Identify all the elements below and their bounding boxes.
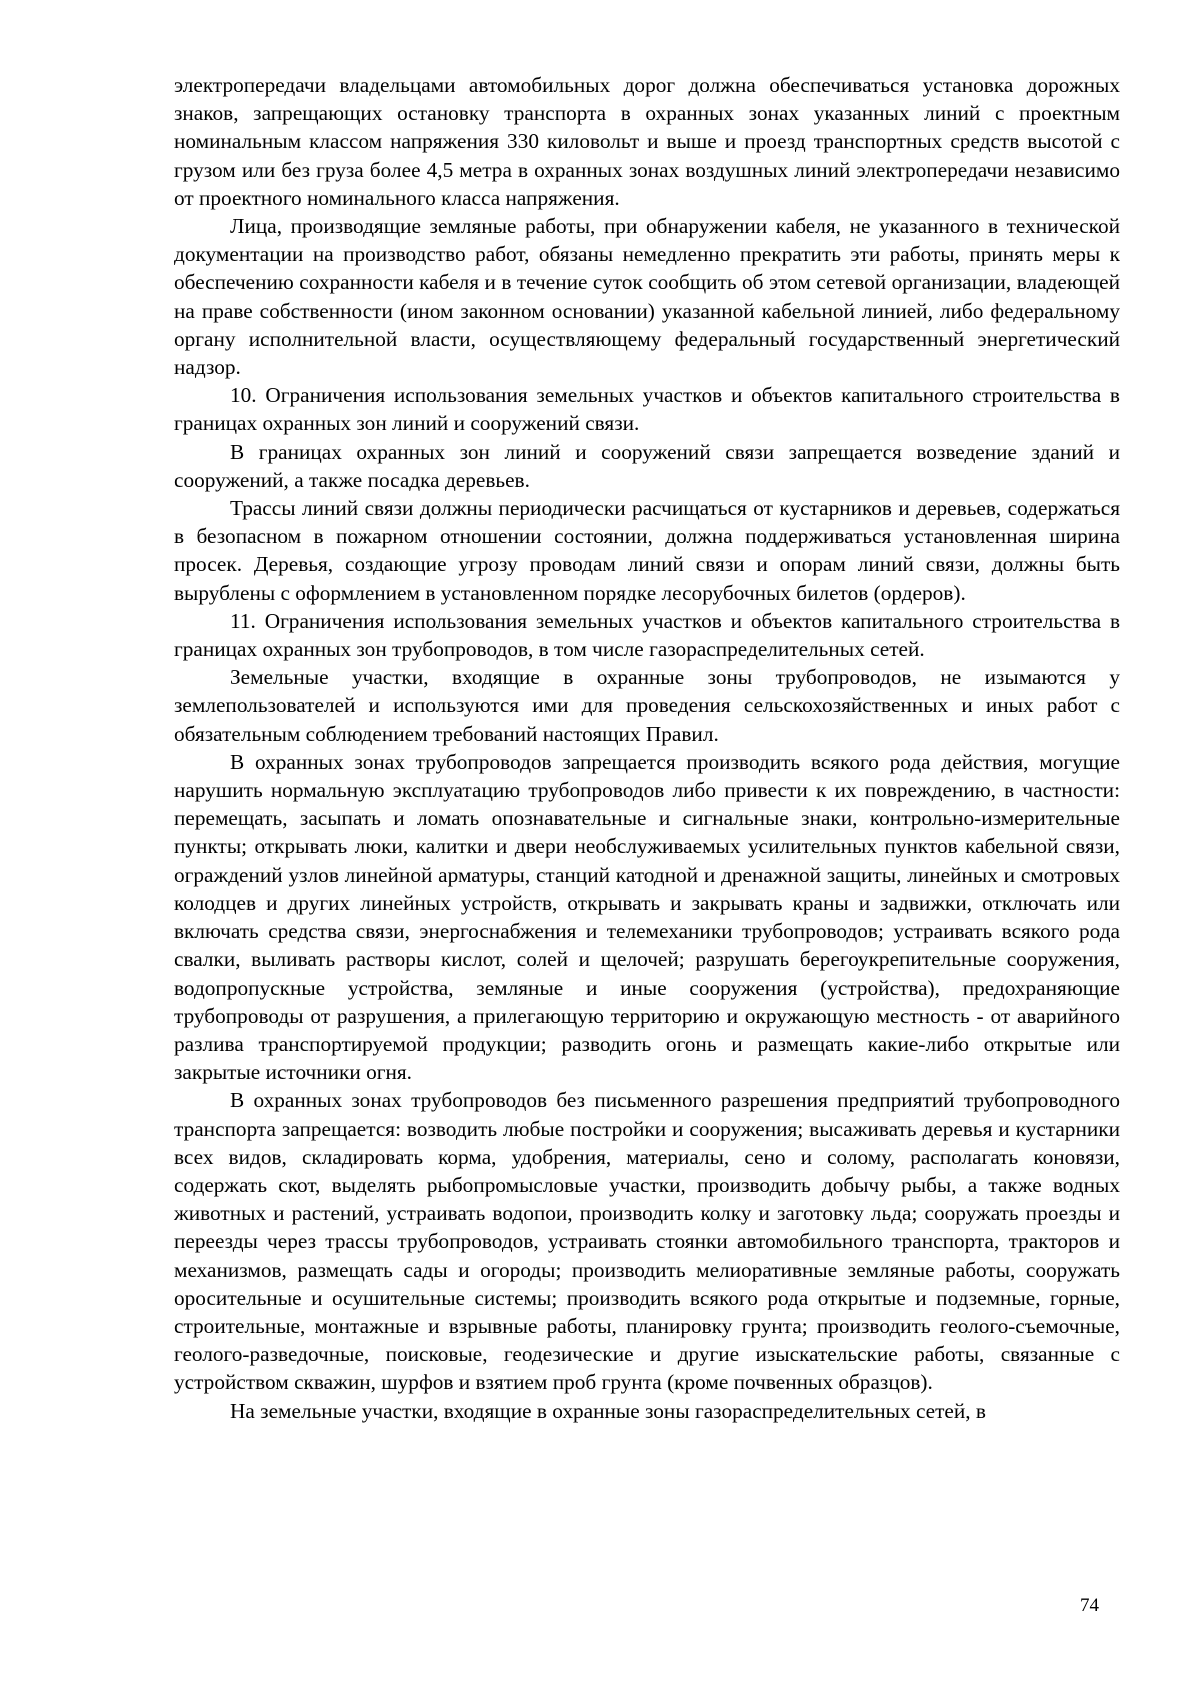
paragraph-continuation: электропередачи владельцами автомобильных дорог должна обеспечиваться установка дорожных знаков, запрещающих остановку транспорта в охранных зонах указанных линий с проектным номинальным классом напряжения 330 киловольт и выше и проезд транспортных средств высотой с грузом или без груза более 4,5 метра в охранных зонах воздушных линий электропередачи независимо от проектного номинального класса напряжения. bbox=[174, 73, 1120, 210]
document-page bbox=[174, 71, 1120, 1425]
paragraph-pipeline-prohibitions: В охранных зонах трубопроводов запрещается производить всякого рода действия, могущие нарушить нормальную эксплуатацию трубопроводов либо привести к их повреждению, в частности: перемещать, засыпать и ломать опознавательные и сигнальные знаки, контрольно-измерительные пункты; открывать люки, калитки и двери необслуживаемых усилительных пунктов кабельной связи, ограждений узлов линейной арматуры, станций катодной и дренажной защиты, линейных и смотровых колодцев и других линейных устройств, открывать и закрывать краны и задвижки, отключать или включать средства связи, энергоснабжения и телемеханики трубопроводов; устраивать всякого рода свалки, выливать растворы кислот, солей и щелочей; разрушать берегоукрепительные сооружения, водопропускные устройства, земляные и иные сооружения (устройства), предохраняющие трубопроводы от разрушения, а прилегающую территорию и окружающую местность - от аварийного разлива транспортируемой продукции; разводить огонь и размещать какие-либо открытые или закрытые источники огня. bbox=[174, 749, 1120, 1085]
page-number: 74 bbox=[1080, 1595, 1099, 1616]
paragraph-communication-zones: В границах охранных зон линий и сооружений связи запрещается возведение зданий и сооружений, а также посадка деревьев. bbox=[174, 439, 1120, 492]
paragraph-cable-discovery: Лица, производящие земляные работы, при обнаружении кабеля, не указанного в технической документации на производство работ, обязаны немедленно прекратить эти работы, принять меры к обеспечению сохранности кабеля и в течение суток сообщить об этом сетевой организации, владеющей на праве собственности (ином законном основании) указанной кабельной линией, либо федеральному органу исполнительной власти, осуществляющему федеральный государственный энергетический надзор. bbox=[174, 214, 1120, 380]
paragraph-pipeline-permission: В охранных зонах трубопроводов без письменного разрешения предприятий трубопроводного транспорта запрещается: возводить любые постройки и сооружения; высаживать деревья и кустарники всех видов, складировать корма, удобрения, материалы, сено и солому, располагать коновязи, содержать скот, выделять рыбопромысловые участки, производить добычу рыбы, а также водных животных и растений, устраивать водопои, производить колку и заготовку льда; сооружать проезды и переезды через трассы трубопроводов, устраивать стоянки автомобильного транспорта, тракторов и механизмов, размещать сады и огороды; производить мелиоративные земляные работы, сооружать оросительные и осушительные системы; производить всякого рода открытые и подземные, горные, строительные, монтажные и взрывные работы, планировку грунта; производить геолого-съемочные, геолого-разведочные, поисковые, геодезические и другие изыскательские работы, связанные с устройством скважин, шурфов и взятием проб грунта (кроме почвенных образцов). bbox=[174, 1088, 1120, 1395]
section-heading-11: 11. Ограничения использования земельных участков и объектов капитального строительства в границах охранных зон трубопроводов, в том числе газораспределительных сетей. bbox=[174, 608, 1120, 662]
paragraph-pipeline-land: Земельные участки, входящие в охранные зоны трубопроводов, не изымаются у землепользователей и используются ими для проведения сельскохозяйственных и иных работ с обязательным соблюдением требований настоящих Правил. bbox=[174, 665, 1120, 746]
section-heading-10: 10. Ограничения использования земельных участков и объектов капитального строительства в границах охранных зон линий и сооружений связи. bbox=[174, 383, 1120, 436]
paragraph-gas-networks: На земельные участки, входящие в охранные зоны газораспределительных сетей, в bbox=[230, 1398, 986, 1423]
paragraph-communication-routes: Трассы линий связи должны периодически расчищаться от кустарников и деревьев, содержаться в безопасном в пожарном отношении состоянии, должна поддерживаться установленная ширина просек. Деревья, создающие угрозу проводам линий связи и опорам линий связи, должны быть вырублены с оформлением в установленном порядке лесорубочных билетов (ордеров). bbox=[174, 496, 1120, 605]
